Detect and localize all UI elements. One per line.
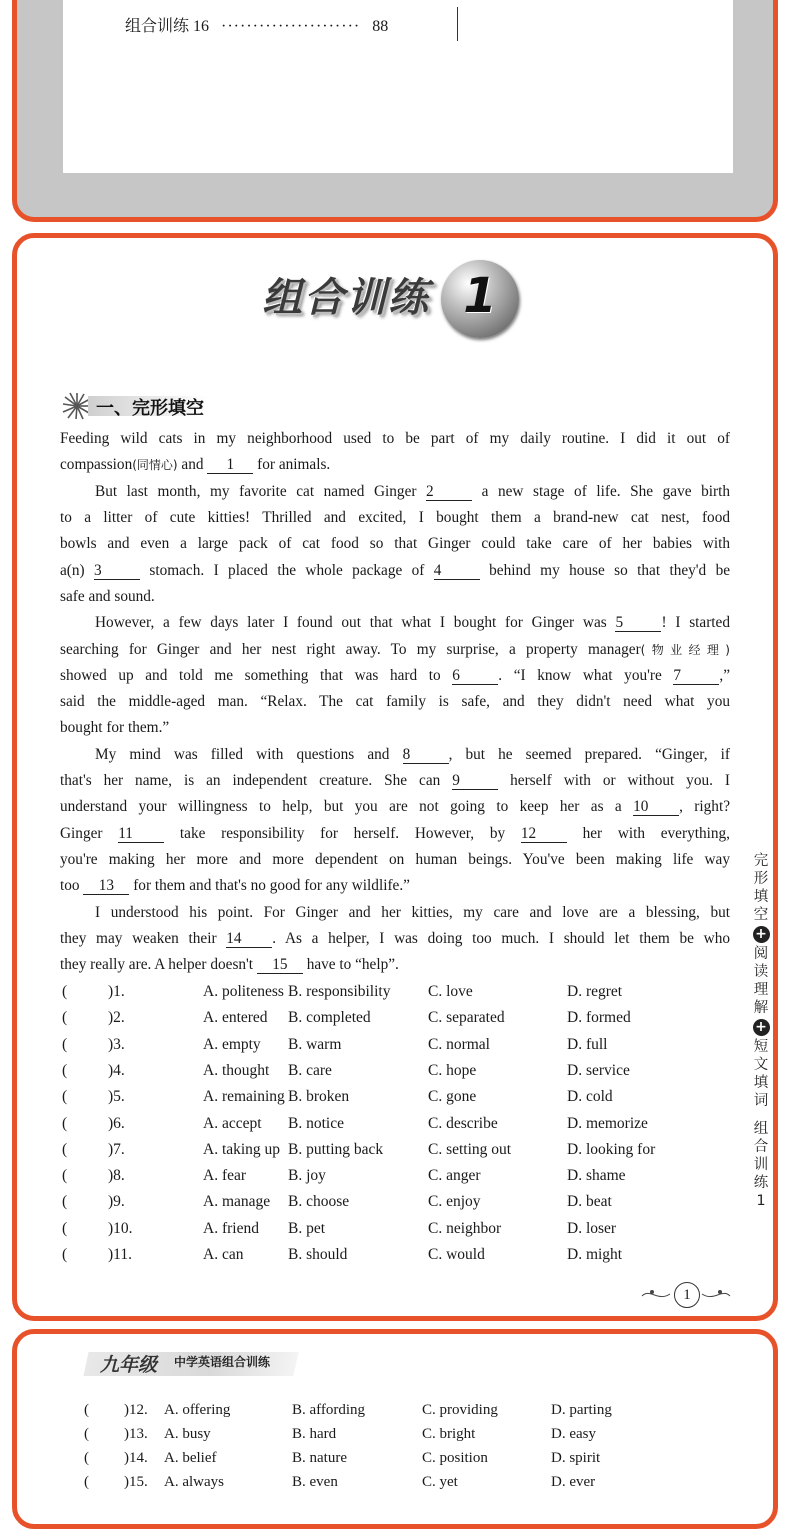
option-b: B. pet <box>288 1219 326 1237</box>
passage-line <box>60 955 730 975</box>
sidebar-char: 完 <box>753 853 769 869</box>
option-d: D. ever <box>551 1474 596 1490</box>
sidebar-char: 合 <box>753 1139 769 1155</box>
option-c: C. separated <box>428 1009 505 1027</box>
answer-paren[interactable]: ( <box>62 983 68 1000</box>
passage-line <box>95 745 730 765</box>
question-number: )5. <box>108 1088 125 1106</box>
passage-line <box>60 455 730 475</box>
toc-page-number: 88 <box>372 18 389 35</box>
question-row <box>84 1402 724 1424</box>
passage-text: searching for Ginger and her nest right away. To my surprise, a property manager <box>60 641 641 658</box>
page-number: 1 <box>674 1282 700 1308</box>
option-b: B. responsibility <box>288 983 391 1000</box>
question-number: )2. <box>108 1009 125 1027</box>
passage-line <box>60 929 730 949</box>
passage-text: , but he seemed prepared. “Ginger, if <box>448 746 730 763</box>
question-number: )3. <box>108 1035 125 1053</box>
question-row <box>60 1036 730 1058</box>
option-b: B. nature <box>292 1450 347 1466</box>
option-a: A. belief <box>164 1450 217 1466</box>
sidebar-char: 读 <box>753 964 769 980</box>
question-row <box>60 1167 730 1189</box>
question-row <box>60 1193 730 1215</box>
blank-4: 4 <box>434 563 480 580</box>
option-d: D. memorize <box>567 1114 648 1132</box>
question-number: )8. <box>108 1167 125 1185</box>
option-d: D. formed <box>567 1009 631 1027</box>
chinese-gloss: (物业经理) <box>640 643 730 657</box>
option-d: D. full <box>567 1035 608 1053</box>
passage-text: herself with or without you. I <box>498 772 730 789</box>
question-number: )1. <box>108 983 125 1000</box>
passage-line <box>60 429 730 449</box>
passage-text: Ginger <box>60 825 119 842</box>
question-row <box>84 1426 724 1448</box>
option-d: D. regret <box>567 983 623 1000</box>
plus-icon: + <box>753 1019 770 1036</box>
option-c: C. enjoy <box>428 1193 481 1211</box>
blank-8: 8 <box>403 747 449 764</box>
option-c: C. yet <box>422 1474 458 1490</box>
sidebar-part-fill <box>750 1038 772 1110</box>
passage-text: showed up and told me something that was hard to <box>60 667 453 684</box>
sidebar-part-reading <box>750 945 772 1017</box>
question-number: )15. <box>124 1474 148 1490</box>
option-a: A. remaining <box>203 1088 285 1106</box>
passage-text: behind my house so that they'd be <box>479 562 731 579</box>
passage-line <box>60 561 730 581</box>
option-c: C. would <box>428 1246 485 1263</box>
blank-13: 13 <box>83 878 129 895</box>
passage-text: But last month, my favorite cat named Ginger <box>95 483 427 500</box>
option-b: B. should <box>288 1246 348 1263</box>
answer-paren[interactable]: ( <box>84 1450 89 1466</box>
question-row <box>60 1009 730 1031</box>
sidebar-char: 形 <box>753 871 769 887</box>
chinese-gloss: (同情心) <box>132 458 178 472</box>
option-c: C. setting out <box>428 1140 512 1158</box>
passage-text: a(n) <box>60 562 95 579</box>
option-d: D. loser <box>567 1219 617 1237</box>
grade-label: 九年级 <box>100 1354 158 1376</box>
question-number: )13. <box>124 1426 148 1442</box>
blank-7: 7 <box>673 668 719 685</box>
blank-12: 12 <box>521 826 567 843</box>
passage-text: take responsibility for herself. However, by <box>164 825 521 842</box>
previous-page-panel <box>12 0 778 222</box>
sidebar-char: 理 <box>753 982 769 998</box>
passage-text: have to “help”. <box>302 956 399 973</box>
option-a: A. friend <box>203 1219 259 1237</box>
passage-text: too <box>60 877 84 894</box>
option-b: B. even <box>292 1474 338 1490</box>
passage-text: My mind was filled with questions and <box>95 746 403 763</box>
passage-text: bought for them.” <box>60 719 170 736</box>
answer-paren[interactable]: ( <box>62 1114 68 1132</box>
previous-page-sheet <box>63 0 733 173</box>
question-number: )6. <box>108 1114 125 1132</box>
option-b: B. completed <box>288 1009 371 1027</box>
sidebar-char: 组 <box>753 1121 769 1137</box>
passage-text: I understood his point. For Ginger and her kitties, my care and love are a blessing, but <box>95 904 730 921</box>
sidebar-tab <box>750 852 772 1210</box>
question-number: )12. <box>124 1402 148 1418</box>
option-c: C. anger <box>428 1167 481 1185</box>
question-row <box>60 1115 730 1137</box>
question-number: )7. <box>108 1140 125 1158</box>
passage-text: stomach. I placed the whole package of <box>140 562 434 579</box>
option-a: A. offering <box>164 1402 231 1418</box>
answer-paren[interactable]: ( <box>62 1009 68 1027</box>
passage-text: for them and that's no good for any wildlife.” <box>129 877 410 894</box>
answer-paren[interactable]: ( <box>84 1402 89 1418</box>
answer-paren[interactable]: ( <box>62 1061 68 1079</box>
passage-text: safe and sound. <box>60 588 155 605</box>
passage-line <box>60 876 730 896</box>
option-c: C. love <box>428 983 473 1000</box>
option-c: C. normal <box>428 1035 490 1053</box>
option-a: A. entered <box>203 1009 268 1027</box>
question-number: )9. <box>108 1193 125 1211</box>
section-title: 一、完形填空 <box>96 398 204 419</box>
question-number: )10. <box>108 1219 133 1237</box>
toc-divider <box>457 7 458 41</box>
blank-6: 6 <box>452 668 498 685</box>
question-row <box>60 983 730 1005</box>
passage-text: . As a helper, I was doing too much. I should let them be who <box>272 930 730 947</box>
option-d: D. service <box>567 1061 630 1079</box>
question-number: )4. <box>108 1061 125 1079</box>
answer-paren[interactable]: ( <box>62 1140 68 1158</box>
sidebar-part-cloze <box>750 852 772 924</box>
answer-paren[interactable]: ( <box>62 1193 68 1211</box>
passage-text: they may weaken their <box>60 930 227 947</box>
sidebar-part-combined <box>750 1120 772 1192</box>
sidebar-char: 训 <box>753 1157 769 1173</box>
passage-text: a new stage of life. She gave birth <box>472 483 730 500</box>
option-d: D. beat <box>567 1193 612 1211</box>
toc-leader-dots: ······················ <box>221 18 361 35</box>
option-d: D. parting <box>551 1402 612 1418</box>
option-a: A. busy <box>164 1426 211 1442</box>
option-a: A. manage <box>203 1193 271 1211</box>
passage-text: to a litter of cute kitties! Thrilled and excited, I bought them a brand-new cat nest, food <box>60 509 730 526</box>
option-a: A. can <box>203 1246 244 1263</box>
page-number-ornament <box>640 1282 732 1308</box>
blank-15: 15 <box>257 957 303 974</box>
answer-paren[interactable]: ( <box>84 1426 89 1442</box>
blank-5: 5 <box>615 615 661 632</box>
option-a: A. politeness <box>203 983 284 1000</box>
blank-9: 9 <box>452 773 498 790</box>
option-b: B. hard <box>292 1426 337 1442</box>
passage-text: her with everything, <box>566 825 730 842</box>
option-d: D. cold <box>567 1088 613 1106</box>
option-c: C. neighbor <box>428 1219 502 1237</box>
toc-label: 组合训练 16 <box>125 18 210 35</box>
passage-line <box>60 534 730 554</box>
option-b: B. joy <box>288 1167 326 1185</box>
option-c: C. providing <box>422 1402 498 1418</box>
answer-paren[interactable]: ( <box>62 1246 68 1263</box>
option-b: B. putting back <box>288 1140 384 1158</box>
passage-text: that's her name, is an independent creature. She can <box>60 772 453 789</box>
passage-text: . “I know what you're <box>498 667 674 684</box>
option-a: A. fear <box>203 1167 247 1185</box>
answer-paren[interactable]: ( <box>62 1219 68 1237</box>
option-b: B. affording <box>292 1402 366 1418</box>
passage-text: However, a few days later I found out that what I bought for Ginger was <box>95 614 616 631</box>
answer-paren[interactable]: ( <box>84 1474 89 1490</box>
passage-text: understand your willingness to help, but you are not going to keep her as a <box>60 798 634 815</box>
option-c: C. bright <box>422 1426 476 1442</box>
blank-11: 11 <box>118 826 164 843</box>
title-number-badge <box>441 260 519 338</box>
option-b: B. care <box>288 1061 332 1079</box>
blank-2: 2 <box>426 484 472 501</box>
option-c: C. gone <box>428 1088 477 1106</box>
passage-line <box>60 797 730 817</box>
sidebar-char: 短 <box>753 1039 769 1055</box>
sidebar-char: 解 <box>753 1000 769 1016</box>
passage-line <box>60 771 730 791</box>
option-c: C. position <box>422 1450 488 1466</box>
passage-line <box>60 824 730 844</box>
question-row <box>60 1062 730 1084</box>
sidebar-char: 阅 <box>753 946 769 962</box>
sidebar-char: 填 <box>753 1075 769 1091</box>
passage-text: for animals. <box>253 456 331 473</box>
passage-line <box>60 666 730 686</box>
option-d: D. might <box>567 1246 623 1263</box>
question-row <box>60 1141 730 1163</box>
passage-line <box>60 692 730 712</box>
blank-14: 14 <box>226 931 272 948</box>
sidebar-page-number: 1 <box>756 1193 766 1209</box>
passage-text: and <box>177 456 208 473</box>
blank-10: 10 <box>633 799 679 816</box>
passage-text: said the middle-aged man. “Relax. The cat family is safe, and they didn't need what you <box>60 693 730 710</box>
book-title: 中学英语组合训练 <box>174 1355 271 1369</box>
option-a: A. always <box>164 1474 224 1490</box>
answer-paren[interactable]: ( <box>62 1035 68 1053</box>
question-row <box>60 1088 730 1110</box>
passage-text: , right? <box>679 798 730 815</box>
option-a: A. empty <box>203 1035 261 1053</box>
answer-paren[interactable]: ( <box>62 1167 68 1185</box>
passage-text: compassion <box>60 456 133 473</box>
question-number: )11. <box>108 1246 132 1263</box>
option-c: C. describe <box>428 1114 498 1132</box>
option-d: D. easy <box>551 1426 596 1442</box>
option-b: B. choose <box>288 1193 350 1211</box>
passage-line <box>60 508 730 528</box>
option-c: C. hope <box>428 1061 477 1079</box>
running-header <box>86 1346 296 1380</box>
blank-3: 3 <box>94 563 140 580</box>
passage-text: ! I started <box>661 614 730 631</box>
toc-entry[interactable] <box>125 13 388 36</box>
title-number: 1 <box>463 268 497 324</box>
passage-text: ,” <box>719 667 730 684</box>
blank-1: 1 <box>207 457 253 474</box>
passage-text: you're making her more and more dependent on human beings. You've been making life way <box>60 851 730 868</box>
option-a: A. taking up <box>203 1140 281 1158</box>
passage-line <box>60 587 730 607</box>
question-row <box>60 1220 730 1242</box>
sidebar-char: 练 <box>753 1175 769 1191</box>
sidebar-char: 填 <box>753 889 769 905</box>
passage-line <box>95 482 730 502</box>
option-b: B. notice <box>288 1114 344 1132</box>
question-row <box>84 1474 724 1496</box>
page-title: 组合训练 <box>262 275 430 321</box>
passage-line <box>60 850 730 870</box>
sidebar-char: 空 <box>753 907 769 923</box>
passage-text: bowls and even a large pack of cat food so that Ginger could take care of her babies with <box>60 535 730 552</box>
option-d: D. spirit <box>551 1450 601 1466</box>
answer-paren[interactable]: ( <box>62 1088 68 1106</box>
passage-line <box>60 718 730 738</box>
question-number: )14. <box>124 1450 148 1466</box>
passage-line <box>95 613 730 633</box>
passage-text: Feeding wild cats in my neighborhood used to be part of my daily routine. I did it out of <box>60 430 730 447</box>
sidebar-char: 词 <box>753 1093 769 1109</box>
passage-line <box>95 903 730 923</box>
passage-line <box>60 640 730 660</box>
sidebar-char: 文 <box>753 1057 769 1073</box>
question-row <box>60 1246 730 1268</box>
option-a: A. accept <box>203 1114 262 1132</box>
option-b: B. broken <box>288 1088 350 1106</box>
option-d: D. shame <box>567 1167 626 1185</box>
plus-icon: + <box>753 926 770 943</box>
passage-text: they really are. A helper doesn't <box>60 956 257 973</box>
option-b: B. warm <box>288 1035 342 1053</box>
question-row <box>84 1450 724 1472</box>
option-d: D. looking for <box>567 1140 656 1158</box>
option-a: A. thought <box>203 1061 270 1079</box>
